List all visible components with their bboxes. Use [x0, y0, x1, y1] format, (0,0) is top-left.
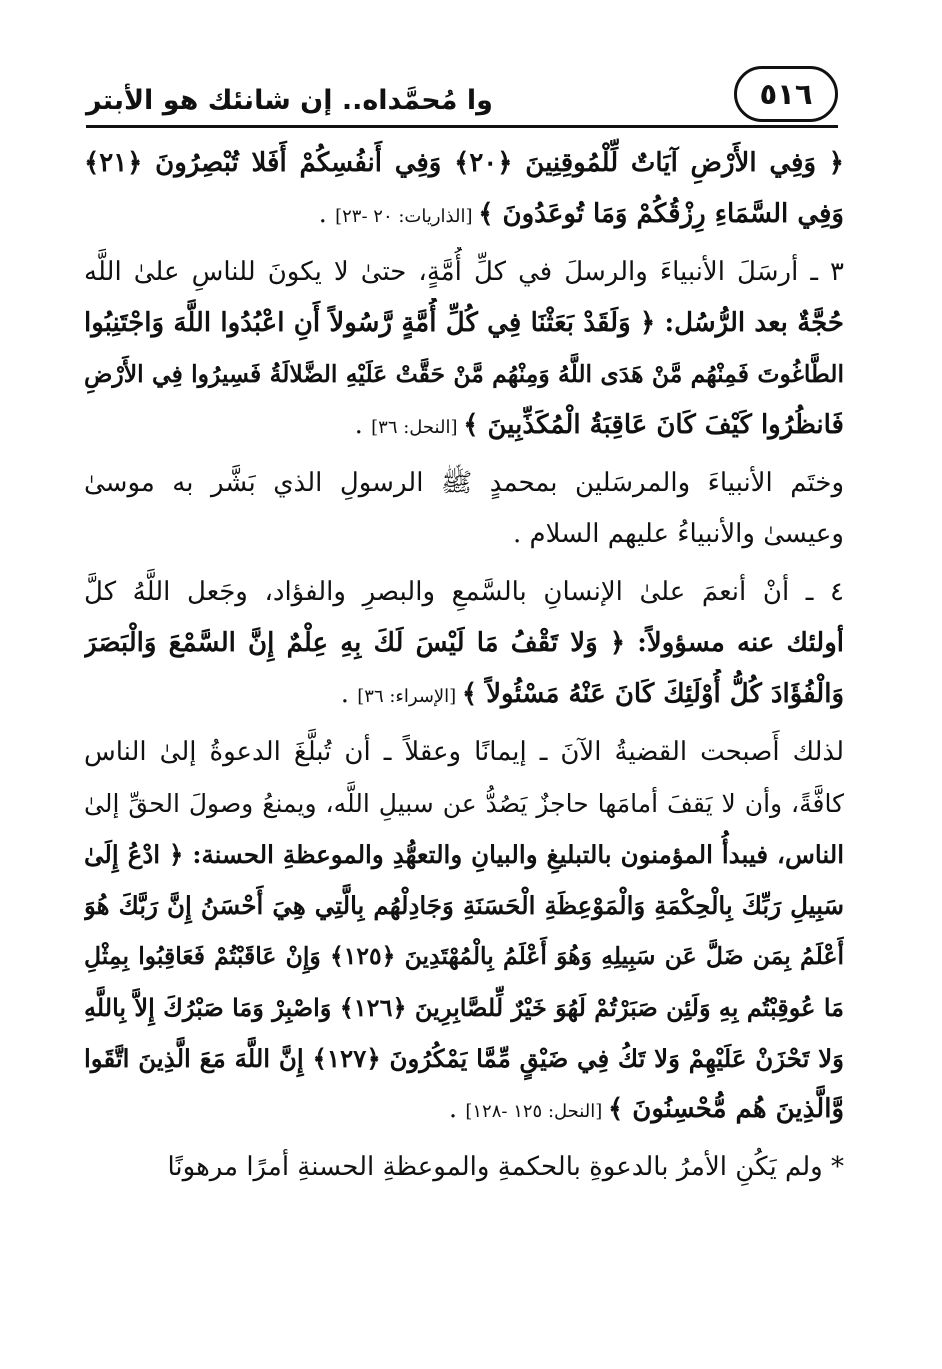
text-line [84, 247, 844, 298]
line-end-mark: . [448, 1094, 466, 1124]
line-text: * ولم يَكُنِ الأمرُ بالدعوةِ بالحكمةِ والموعظةِ الحسنةِ أمرًا مرهونًا [167, 1152, 844, 1182]
text-line [84, 567, 844, 618]
line-text: أَعْلَمُ بِمَن ضَلَّ عَن سَبِيلِهِ وَهُوَ أَعْلَمُ بِالْمُهْتَدِينَ ﴿١٢٥﴾ وَإِنْ عَاقَبْتُمْ فَعَاقِبُوا بِمِثْلِ [84, 942, 844, 970]
line-text: الناس، فيبدأُ المؤمنون بالتبليغِ والبيانِ والتعهُّدِ والموعظةِ الحسنة: ﴿ ادْعُ إِلَىٰ [84, 840, 844, 869]
text-line [84, 509, 844, 560]
text-line [84, 727, 844, 778]
text-line [84, 298, 844, 349]
line-text: ٤ ـ أنْ أنعمَ علىٰ الإنسانِ بالسَّمعِ والبصرِ والفؤاد، وجَعل اللَّهُ كلَّ [84, 577, 844, 607]
line-text: مَا عُوقِبْتُم بِهِ وَلَئِن صَبَرْتُمْ لَهُوَ خَيْرٌ لِّلصَّابِرِينَ ﴿١٢٦﴾ وَاصْبِرْ وَمَا صَبْرُكَ إِلاَّ بِاللَّهِ [84, 993, 844, 1022]
page-body [84, 138, 844, 1193]
line-text: أولئك عنه مسؤولاً: ﴿ وَلا تَقْفُ مَا لَيْسَ لَكَ بِهِ عِلْمٌ إِنَّ السَّمْعَ وَالْبَصَرَ [84, 628, 844, 658]
running-title: وا مُحمَّداه.. إن شانئك هو الأبتر [86, 85, 493, 116]
citation: [الذاريات: ٢٠ -٢٣] [335, 206, 479, 227]
line-text: وعيسىٰ والأنبياءُ عليهم السلام . [513, 519, 844, 549]
citation: [النحل: ١٢٥ -١٢٨] [465, 1101, 608, 1122]
line-text: حُجَّةٌ بعد الرُّسُل: ﴿ وَلَقَدْ بَعَثْنَا فِي كُلِّ أُمَّةٍ رَّسُولاً أَنِ اعْبُدُوا اللَّهَ وَاجْتَنِبُوا [84, 308, 844, 338]
text-line [84, 458, 844, 509]
paragraph [84, 1142, 844, 1193]
line-text: فَانظُرُوا كَيْفَ كَانَ عَاقِبَةُ الْمُكَذِّبِينَ ﴾ [463, 410, 844, 440]
paragraph [84, 727, 844, 1135]
text-line [84, 931, 844, 982]
text-line [84, 829, 844, 880]
text-line [84, 880, 844, 931]
text-line [84, 138, 844, 189]
line-text: الطَّاغُوتَ فَمِنْهُم مَّنْ هَدَى اللَّهُ وَمِنْهُم مَّنْ حَقَّتْ عَلَيْهِ الضَّلالَةُ فَسِيرُوا فِي الأَرْضِ [84, 360, 844, 388]
text-line [84, 618, 844, 669]
paragraph [84, 247, 844, 451]
line-text: وَالْفُؤَادَ كُلُّ أُوْلَئِكَ كَانَ عَنْهُ مَسْئُولاً ﴾ [461, 679, 844, 709]
line-text: كافَّةً، وأن لا يَقفَ أمامَها حاجزٌ يَصُدُّ عن سبيلِ اللَّه، ويمنعُ وصولَ الحقِّ إلىٰ [84, 789, 844, 818]
paragraph-gap [84, 240, 844, 247]
text-line [84, 1142, 844, 1193]
line-text: ٣ ـ أرسَلَ الأنبياءَ والرسلَ في كلِّ أُمَّةٍ، حتىٰ لا يكونَ للناسِ علىٰ اللَّه [84, 257, 844, 287]
line-end-mark: . [318, 199, 336, 229]
paragraph [84, 567, 844, 720]
paragraph [84, 458, 844, 560]
line-text: وَلا تَحْزَنْ عَلَيْهِمْ وَلا تَكُ فِي ضَيْقٍ مِّمَّا يَمْكُرُونَ ﴿١٢٧﴾ إِنَّ اللَّهَ مَعَ الَّذِينَ اتَّقَوا [84, 1044, 844, 1073]
text-line [84, 189, 844, 240]
line-text: وَفِي السَّمَاءِ رِزْقُكُمْ وَمَا تُوعَدُونَ ﴾ [478, 199, 844, 229]
paragraph-gap [84, 560, 844, 567]
text-line [84, 1084, 844, 1135]
text-line [84, 349, 844, 400]
text-line [84, 982, 844, 1033]
line-end-mark: . [354, 410, 372, 440]
header-rule [86, 125, 838, 128]
line-text: ﴿ وَفِي الأَرْضِ آيَاتٌ لِّلْمُوقِنِينَ ﴿٢٠﴾ وَفِي أَنفُسِكُمْ أَفَلا تُبْصِرُونَ ﴿٢١﴾ [84, 148, 844, 178]
paragraph [84, 138, 844, 240]
paragraph-gap [84, 451, 844, 458]
text-line [84, 1033, 844, 1084]
citation: [النحل: ٣٦] [371, 417, 464, 438]
paragraph-gap [84, 720, 844, 727]
text-line [84, 778, 844, 829]
line-text: وَّالَّذِينَ هُم مُّحْسِنُونَ ﴾ [607, 1094, 844, 1124]
line-end-mark: . [340, 679, 358, 709]
citation: [الإسراء: ٣٦] [357, 686, 462, 707]
paragraph-gap [84, 1135, 844, 1142]
text-line [84, 669, 844, 720]
line-text: وختَم الأنبياءَ والمرسَلين بمحمدٍ ﷺ الرسولِ الذي بَشَّر به موسىٰ [84, 468, 844, 498]
page-number: ٥١٦ [759, 77, 813, 111]
text-line [84, 400, 844, 451]
line-text: سَبِيلِ رَبِّكَ بِالْحِكْمَةِ وَالْمَوْعِظَةِ الْحَسَنَةِ وَجَادِلْهُم بِالَّتِي هِيَ أَحْسَنُ إِنَّ رَبَّكَ هُوَ [84, 891, 844, 920]
page-header [86, 62, 838, 128]
line-text: لذلك أَصبحت القضيةُ الآنَ ـ إيمانًا وعقلاً ـ أن تُبلَّغَ الدعوةُ إلىٰ الناس [84, 737, 844, 767]
page-number-badge [734, 66, 838, 122]
